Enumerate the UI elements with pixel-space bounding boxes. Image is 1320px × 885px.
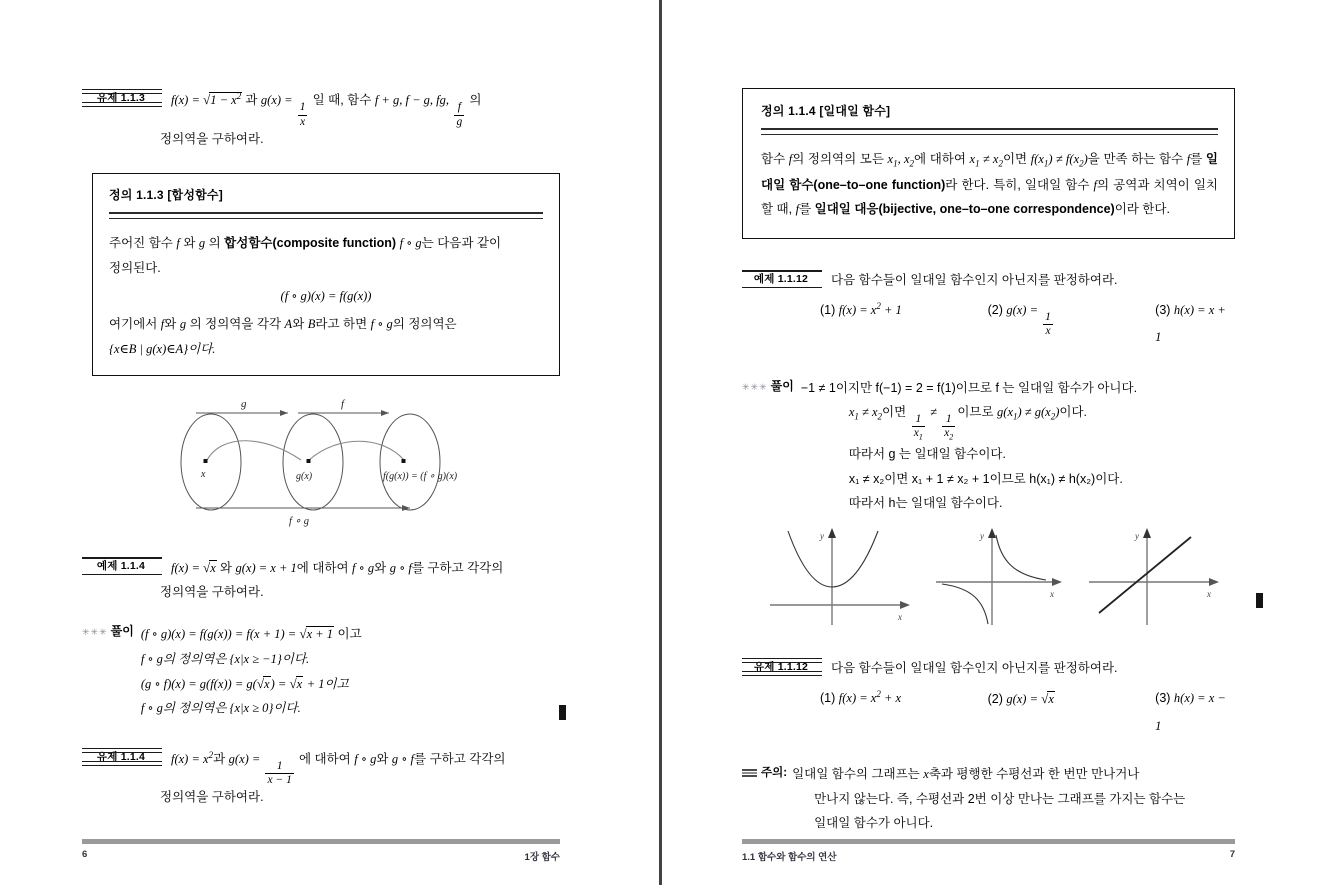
example-1-1-4-statement (162, 556, 560, 581)
exercise-1-1-3-conj-3: 의 (469, 93, 482, 108)
parabola-x-label: x (898, 612, 902, 623)
exercise-item-1-no: (1) (820, 691, 836, 706)
def113-t4: 는 다음과 같이 (421, 236, 502, 251)
hyperbola-x-arrow (1052, 578, 1062, 586)
exercise-item-1-expr: $f(x) = x^2 + x$ (838, 689, 902, 706)
note-marker (742, 762, 792, 780)
def114-t7: 를 (1190, 152, 1203, 166)
domain-ellipse (181, 414, 241, 510)
sol114-line2: f ∘ g의 정의역은 {x|x ≥ −1}이다. (140, 651, 310, 666)
def114-f-symbol-2: f (1186, 152, 1191, 166)
example-item-1-expr: $f(x) = x^2 + 1$ (838, 300, 902, 317)
exercise-1-1-12-items (742, 685, 1235, 740)
def114-t2: 의 정의역의 모든 (792, 152, 884, 166)
line-graph (1085, 525, 1235, 625)
diagram-label-x: x (201, 469, 206, 481)
exercise-1-1-3 (82, 88, 560, 151)
striped-bar-icon (742, 769, 757, 777)
def114-neq-cond: $x_1 \ne x_2$ (969, 152, 1003, 169)
hyperbola-y-label: y (979, 531, 984, 542)
example-1-1-4-fog: f ∘ g (352, 561, 375, 576)
diagram-label-fog: f ∘ g (289, 516, 309, 528)
def114-t3: 에 대하여 (914, 152, 966, 166)
def113-bold-term: 합성함수(composite function) (224, 236, 397, 251)
parabola-graph (770, 525, 920, 625)
qed-marker-right (1256, 593, 1263, 608)
parabola-y-label: y (820, 531, 824, 542)
def113-t8: 와 (292, 317, 305, 332)
def114-t1: 함수 (761, 152, 786, 166)
line-curve (1099, 537, 1191, 613)
sol114-sqrt1: √x + 1 (299, 625, 334, 641)
solution-asterisks-right: ✳✳✳ (742, 381, 768, 392)
note-body (792, 762, 1235, 835)
diagram-label-g: g (241, 398, 247, 411)
def114-f-symbol-4: f (795, 202, 800, 217)
def113-A-symbol: A (284, 317, 293, 332)
ex1140-t2: 에 대하여 (298, 752, 351, 766)
diagram-label-f: f (341, 398, 345, 411)
exercise-1-1-3-ops: f + g, f − g, fg, (374, 93, 449, 108)
exercise-1-1-4-gof: g ∘ f (391, 752, 415, 766)
def113-formula: (f ∘ g)(x) = f(g(x)) (280, 289, 372, 304)
example-1-1-12 (742, 269, 1235, 352)
sol1112-cond: $x_1 \ne x_2$ (848, 404, 883, 422)
def114-bold-one-to-one: 일대일 함수(one–to–one function) (761, 152, 1218, 193)
right-footer-section: 1.1 함수와 함수의 연산 (742, 852, 837, 863)
def113-B-symbol: B (307, 317, 316, 332)
exercise-1-1-4-tag: 유제 1.1.4 (82, 748, 162, 766)
note-line1-a: 일대일 함수의 그래프는 (792, 767, 920, 782)
definition-1-1-3-title: 정의 1.1.3 [합성함수] (109, 188, 223, 203)
def114-t9: 의 공역과 치역이 일치할 때, (761, 178, 1218, 217)
def113-t5: 여기에서 (109, 317, 158, 332)
composition-diagram (82, 390, 560, 530)
right-page (660, 0, 1320, 885)
example-item-3-expr: h(x) = x + 1 (1155, 302, 1226, 345)
def114-t11: 이라 한다. (1114, 202, 1170, 217)
hyperbola-branch-2 (942, 584, 988, 624)
def113-g-symbol-2: g (179, 317, 187, 332)
sol114-line1-tail: 이고 (337, 626, 362, 641)
def113-g-symbol: g (198, 236, 206, 251)
example-1-1-4-gof: g ∘ f (389, 561, 412, 576)
def113-set-notation: {x∈B | g(x)∈A}이다. (109, 341, 216, 356)
example-item-1 (820, 297, 988, 352)
sol114-line3-mid: ) = (270, 676, 290, 691)
point-x-dot (204, 459, 208, 463)
example-item-2-no: (2) (987, 302, 1003, 317)
sol1112-t3: 이다. (1059, 404, 1088, 419)
map-curve-g (206, 441, 301, 462)
exercise-1-1-12-prompt: 다음 함수들이 일대일 함수인지 아닌지를 판정하여라. (831, 661, 1118, 676)
definition-1-1-4-rule (761, 128, 1218, 135)
ex114-t1: 와 (219, 561, 232, 576)
hyperbola-branch-1 (996, 535, 1046, 580)
def113-t1: 주어진 함수 (109, 236, 173, 251)
example-1-1-4-f: f(x) = √x (171, 560, 216, 576)
solution-1-1-12-body (801, 376, 1235, 516)
hyperbola-y-arrow (988, 528, 996, 538)
def114-t10: 를 (799, 202, 812, 217)
exercise-1-1-4-statement (162, 747, 560, 787)
example-item-3 (1155, 297, 1235, 352)
example-1-1-12-items (742, 297, 1235, 352)
def113-f-symbol-2: f (160, 317, 165, 332)
exercise-1-1-3-f: $f(x) = √1 - x^2$ (171, 91, 242, 108)
note-line2: 만나지 않는다. 즉, 수평선과 2번 이상 만나는 그래프를 가지는 함수는 (814, 791, 1186, 806)
line-y-arrow (1143, 528, 1151, 538)
diagram-label-fgx: f(g(x)) = (f ∘ g)(x) (383, 471, 458, 483)
note-x-symbol: x (923, 767, 929, 782)
def114-f-symbol-3: f (1093, 178, 1097, 193)
def114-x1x2: $x_1$, $x_2$ (887, 152, 915, 169)
left-page-footer (82, 839, 560, 863)
sol114-line3-pre: (g ∘ f)(x) = g(f(x)) = g( (140, 676, 257, 691)
exercise-item-2-no: (2) (987, 692, 1003, 707)
left-footer-label: 1장 함수 (524, 852, 560, 863)
left-footer-rule (82, 839, 560, 844)
definition-1-1-4-body (761, 147, 1218, 222)
def113-t2: 와 (183, 236, 196, 251)
exercise-item-2 (988, 685, 1156, 740)
ex1140-t1: 과 (213, 752, 226, 766)
sol1112-line4: x₁ ≠ x₂이면 x₁ + 1 ≠ x₂ + 1이므로 h(x₁) ≠ h(x₂)이다. (848, 471, 1123, 486)
ex114-t2: 에 대하여 (296, 561, 349, 576)
right-footer-rule (742, 839, 1235, 844)
exercise-1-1-3-line2: 정의역을 구하여라. (160, 131, 264, 146)
exercise-1-1-3-g: g(x) = $\frac{1}{x}$ (260, 93, 306, 128)
definition-1-1-4-box (742, 88, 1235, 239)
def114-t5: 을 만족 (1087, 152, 1128, 166)
definition-1-1-3-box (92, 173, 560, 376)
sol1112-line1: −1 ≠ 1이지만 f(−1) = 2 = f(1)이므로 f 는 일대일 함수가 아니다. (800, 380, 1138, 395)
arrow-g-head (280, 410, 288, 416)
example-1-1-4 (82, 556, 560, 605)
sol1112-line2 (801, 400, 1235, 442)
diagram-label-gx: g(x) (296, 471, 313, 483)
exercise-1-1-4-f: $f(x) = x^2$ (171, 749, 214, 766)
exercise-1-1-12-tag: 유제 1.1.12 (742, 658, 822, 676)
sol114-line1 (141, 621, 560, 647)
ex114-t3: 와 (374, 561, 387, 576)
exercise-item-3-no: (3) (1155, 691, 1171, 706)
note-block (742, 762, 1235, 835)
def113-fog-symbol: f ∘ g (399, 236, 422, 251)
intermediate-ellipse (283, 414, 343, 510)
exercise-1-1-4-line2: 정의역을 구하여라. (160, 790, 264, 805)
ex114-t4: 를 구하고 각각의 (411, 561, 504, 576)
parabola-y-arrow (828, 528, 836, 538)
definition-1-1-3-rule (109, 212, 543, 219)
example-1-1-12-prompt: 다음 함수들이 일대일 함수인지 아닌지를 판정하여라. (831, 272, 1118, 287)
example-1-1-4-line2: 정의역을 구하여라. (160, 585, 264, 600)
example-1-1-4-tag: 예제 1.1.4 (82, 557, 162, 575)
sol114-sqrt3: √x (289, 675, 303, 691)
hyperbola-x-label: x (1049, 589, 1054, 600)
sol114-line4 (141, 696, 560, 720)
arrow-f-head (381, 410, 389, 416)
example-item-2 (988, 297, 1156, 352)
note-line3: 일대일 함수가 아니다. (814, 815, 934, 830)
ex1140-t3: 와 (376, 752, 389, 766)
codomain-ellipse (380, 414, 440, 510)
sol114-line4-text: f ∘ g의 정의역은 {x|x ≥ 0}이다. (140, 701, 301, 716)
def114-neq-concl: $f(x_1) \ne f(x_2)$ (1030, 152, 1088, 169)
def114-t8: 라 한다. 특히, 일대일 함수 (945, 178, 1090, 193)
exercise-1-1-3-tag: 유제 1.1.3 (82, 89, 162, 107)
solution-label: 풀이 (110, 623, 134, 638)
sol114-line1-expr: (f ∘ g)(x) = f(g(x)) = f(x + 1) = (140, 626, 300, 641)
parabola-x-arrow (900, 601, 910, 609)
def114-t6: 하는 함수 (1131, 152, 1184, 166)
definition-1-1-4-title: 정의 1.1.4 [일대일 함수] (761, 104, 891, 118)
def113-t6: 와 (164, 317, 177, 332)
solution-marker (82, 621, 141, 639)
left-page-number: 6 (82, 849, 88, 860)
exercise-item-3-expr: h(x) = x − 1 (1155, 691, 1226, 733)
solution-label-right: 풀이 (770, 378, 794, 393)
line-x-label: x (1207, 589, 1211, 600)
sol1112-g-ineq: $g(x_1) \ne g(x_2)$ (997, 404, 1060, 422)
example-item-2-expr: g(x) = $\frac{1}{x}$ (1006, 302, 1051, 337)
example-item-3-no: (3) (1155, 302, 1171, 317)
solution-asterisks: ✳✳✳ (82, 626, 108, 637)
sol1112-t2: 이므로 (957, 404, 994, 419)
exercise-item-3 (1155, 685, 1235, 740)
def114-f-symbol: f (788, 152, 793, 166)
sol1112-line3: 따라서 g 는 일대일 함수이다. (848, 447, 1006, 462)
sol114-line3-tail: + 1이고 (306, 676, 349, 691)
example-1-1-12-tag: 예제 1.1.12 (742, 270, 822, 288)
def114-bold-correspondence: correspondence) (1013, 202, 1115, 217)
solution-1-1-4 (82, 621, 560, 721)
exercise-1-1-3-statement (162, 88, 560, 128)
note-line1-b: 축과 평행한 수평선과 한 번만 만나거나 (928, 767, 1140, 782)
note-colon: : (783, 767, 788, 780)
right-page-footer (742, 839, 1235, 863)
def114-bold-bijective: 일대일 대응(bijective, one–to–one (814, 202, 1010, 217)
line-y-label: y (1135, 531, 1139, 542)
exercise-1-1-12 (742, 657, 1235, 740)
qed-marker-left (559, 705, 566, 720)
graphs-row (770, 525, 1235, 625)
exercise-1-1-4-fog: f ∘ g (354, 752, 377, 766)
ex1140-t4: 를 구하고 각각의 (414, 752, 506, 766)
sol114-line3 (141, 671, 560, 697)
composition-diagram-svg (161, 390, 481, 530)
exercise-item-2-expr: g(x) = √x (1006, 691, 1054, 707)
exercise-1-1-4-g: g(x) = $\frac{1}{x - 1}$ (228, 752, 292, 787)
def113-t7: 의 정의역을 각각 (189, 317, 282, 332)
definition-1-1-3-body (109, 231, 543, 361)
point-gx-dot (307, 459, 311, 463)
exercise-1-1-3-quotient: $\frac{f}{g}$ (456, 101, 463, 128)
line-x-arrow (1209, 578, 1219, 586)
def113-t3: 의 (208, 236, 221, 251)
solution-1-1-12 (742, 376, 1235, 516)
sol114-sqrt2: √x (256, 675, 270, 691)
def113-fog-symbol-2: f ∘ g (370, 317, 393, 332)
solution-1-1-4-body (141, 621, 560, 721)
note-label: 주의 (761, 767, 784, 780)
point-fgx-dot (402, 459, 406, 463)
right-page-number: 7 (1229, 849, 1235, 860)
def114-t4: 이면 (1002, 152, 1028, 166)
example-item-1-no: (1) (820, 302, 836, 317)
exercise-item-1 (820, 685, 988, 740)
sol1112-line5: 따라서 h는 일대일 함수이다. (848, 496, 1003, 511)
parabola-curve (788, 531, 878, 587)
def113-t10: 의 정의역은 (392, 317, 457, 332)
sol1112-t1: 이면 (882, 404, 907, 419)
sol1112-frac-ineq: $\frac{1}{x_1}$ ≠ $\frac{1}{x_2}$ (913, 404, 954, 442)
map-curve-f (309, 441, 404, 460)
example-1-1-4-g: g(x) = x + 1 (235, 561, 297, 576)
exercise-1-1-4 (82, 747, 560, 810)
exercise-1-1-3-conj-1: 과 (245, 93, 258, 108)
def113-line2: 정의된다. (109, 260, 161, 275)
def113-t9: 라고 하면 (315, 317, 368, 332)
def113-f-symbol: f (176, 236, 180, 251)
exercise-1-1-3-conj-2: 일 때, 함수 (312, 93, 372, 108)
solution-marker-right (742, 376, 801, 394)
hyperbola-graph (928, 525, 1078, 625)
